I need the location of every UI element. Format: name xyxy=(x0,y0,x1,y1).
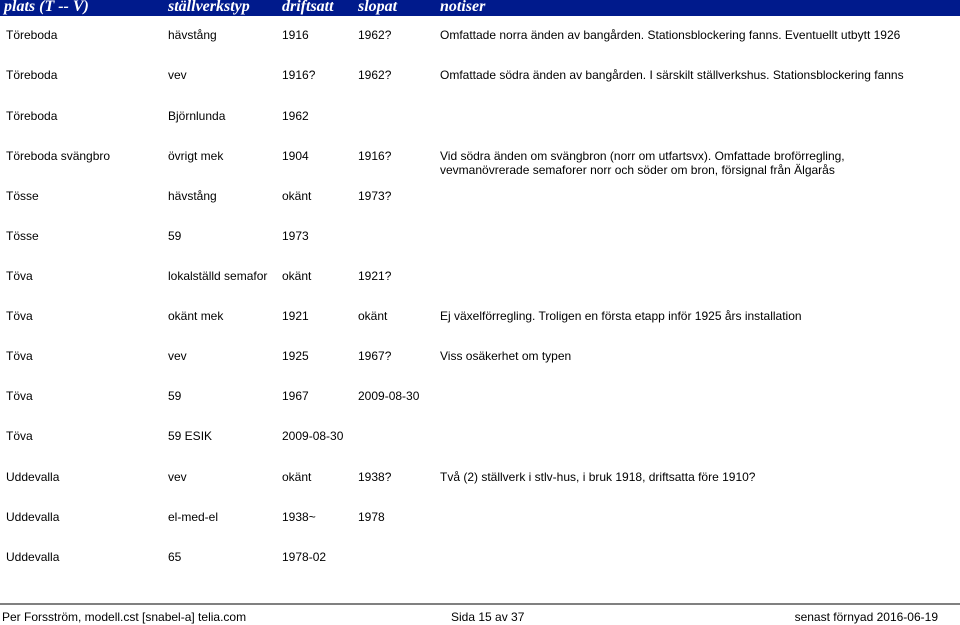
cell-place: Töva xyxy=(6,349,33,363)
table-row xyxy=(0,349,960,389)
cell-notes: Viss osäkerhet om typen xyxy=(440,349,572,363)
cell-type: lokalställd semafor xyxy=(168,269,268,283)
table-row xyxy=(0,68,960,108)
cell-type: Björnlunda xyxy=(168,109,226,123)
cell-in-service: 1916? xyxy=(282,68,316,82)
cell-type: vev xyxy=(168,68,187,82)
table-row xyxy=(0,470,960,510)
cell-removed: 1938? xyxy=(358,470,392,484)
cell-type: hävstång xyxy=(168,189,217,203)
cell-in-service: 1962 xyxy=(282,109,309,123)
cell-removed: 1967? xyxy=(358,349,392,363)
cell-in-service: 1967 xyxy=(282,389,309,403)
table-row xyxy=(0,229,960,269)
cell-place: Töva xyxy=(6,309,33,323)
cell-place: Töreboda xyxy=(6,68,58,82)
header-place: plats (T -- V) xyxy=(4,0,89,15)
cell-type: 59 ESIK xyxy=(168,429,213,443)
cell-notes: Omfattade norra änden av bangården. Stationsblockering fanns. Eventuellt utbytt 1926 xyxy=(440,28,901,42)
header-in-service: driftsatt xyxy=(282,0,334,15)
cell-in-service: 2009-08-30 xyxy=(282,429,344,443)
cell-place: Töva xyxy=(6,429,33,443)
cell-in-service: 1938~ xyxy=(282,510,316,524)
header-notes: notiser xyxy=(440,0,486,15)
cell-notes: Ej växelförregling. Troligen en första etapp inför 1925 års installation xyxy=(440,309,802,323)
cell-type: hävstång xyxy=(168,28,217,42)
cell-removed: 1962? xyxy=(358,68,392,82)
cell-type: övrigt mek xyxy=(168,149,224,163)
cell-in-service: okänt xyxy=(282,269,312,283)
table-row xyxy=(0,429,960,469)
table-row xyxy=(0,149,960,189)
cell-in-service: okänt xyxy=(282,189,312,203)
table-row xyxy=(0,189,960,229)
cell-type: el-med-el xyxy=(168,510,219,524)
cell-removed: 1973? xyxy=(358,189,392,203)
cell-place: Tösse xyxy=(6,229,39,243)
table-row xyxy=(0,510,960,550)
cell-place: Töva xyxy=(6,269,33,283)
table-row xyxy=(0,109,960,149)
cell-type: 65 xyxy=(168,550,182,564)
table-row xyxy=(0,269,960,309)
header-removed: slopat xyxy=(358,0,398,15)
table-row xyxy=(0,28,960,68)
cell-notes: Två (2) ställverk i stlv-hus, i bruk 1918, driftsatta före 1910? xyxy=(440,470,756,484)
cell-type: 59 xyxy=(168,229,182,243)
cell-place: Uddevalla xyxy=(6,470,60,484)
cell-place: Uddevalla xyxy=(6,510,60,524)
cell-in-service: 1916 xyxy=(282,28,309,42)
cell-in-service: 1978-02 xyxy=(282,550,327,564)
footer-author: Per Forsström, modell.cst [snabel-a] telia.com xyxy=(2,610,247,624)
cell-in-service: 1925 xyxy=(282,349,309,363)
table-row xyxy=(0,550,960,590)
cell-removed: 1916? xyxy=(358,149,392,163)
cell-place: Töreboda svängbro xyxy=(6,149,111,163)
page-footer xyxy=(0,610,960,624)
cell-in-service: okänt xyxy=(282,470,312,484)
cell-in-service: 1973 xyxy=(282,229,309,243)
footer-divider xyxy=(0,603,960,605)
cell-place: Töreboda xyxy=(6,28,58,42)
cell-type: vev xyxy=(168,349,187,363)
cell-type: okänt mek xyxy=(168,309,224,323)
cell-type: 59 xyxy=(168,389,182,403)
footer-updated-date: senast förnyad 2016-06-19 xyxy=(794,610,938,624)
cell-place: Tösse xyxy=(6,189,39,203)
footer-page-number: Sida 15 av 37 xyxy=(451,610,525,624)
cell-removed: 1962? xyxy=(358,28,392,42)
table-row xyxy=(0,389,960,429)
cell-in-service: 1921 xyxy=(282,309,309,323)
header-type: ställverkstyp xyxy=(168,0,250,15)
cell-in-service: 1904 xyxy=(282,149,309,163)
cell-removed: 2009-08-30 xyxy=(358,389,420,403)
cell-place: Töreboda xyxy=(6,109,58,123)
cell-removed: okänt xyxy=(358,309,388,323)
cell-removed: 1978 xyxy=(358,510,385,524)
table-header xyxy=(0,0,960,16)
cell-notes: Omfattade södra änden av bangården. I särskilt ställverkshus. Stationsblockering fanns xyxy=(440,68,904,82)
cell-place: Töva xyxy=(6,389,33,403)
cell-notes: Vid södra änden om svängbron (norr om utfartsvx). Omfattade broförregling, vevmanövrerade semaforer norr och söder om bron, försignal från Älgarås xyxy=(440,149,845,177)
table-row xyxy=(0,309,960,349)
cell-place: Uddevalla xyxy=(6,550,60,564)
cell-removed: 1921? xyxy=(358,269,392,283)
cell-type: vev xyxy=(168,470,187,484)
